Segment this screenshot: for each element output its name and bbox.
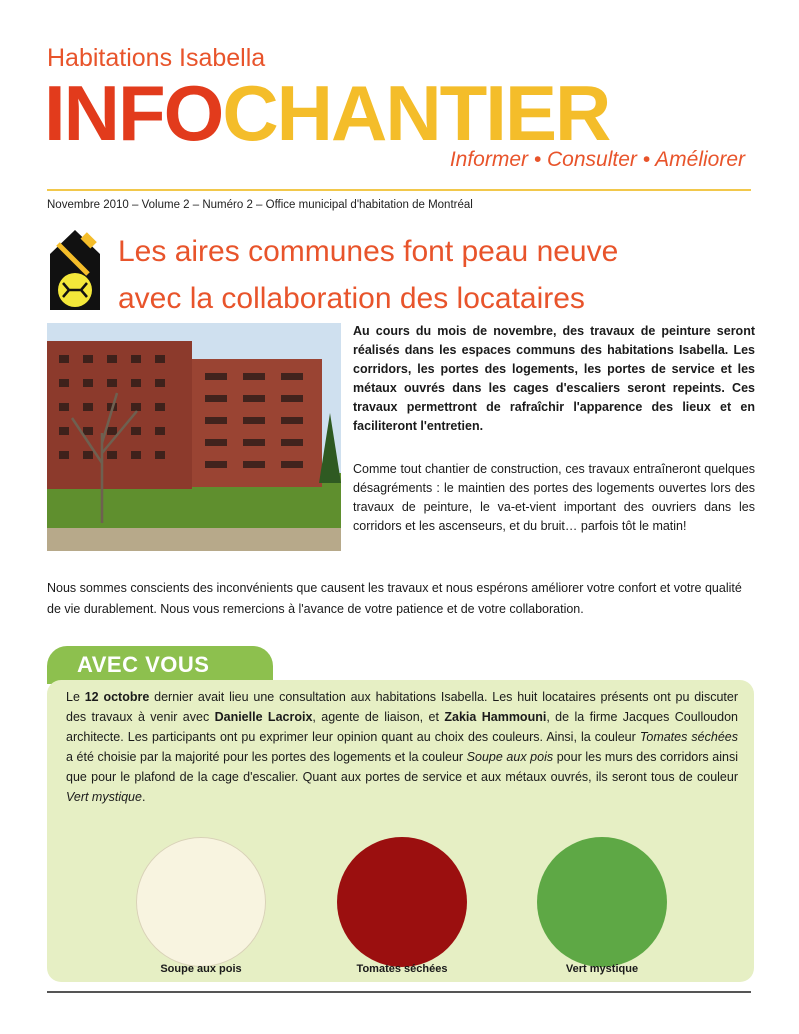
text-run: , agente de liaison, et xyxy=(312,710,445,724)
headline-line-1: Les aires communes font peau neuve xyxy=(118,235,619,268)
swatch-soupe-aux-pois xyxy=(136,837,266,967)
color-name: Soupe aux pois xyxy=(466,750,554,764)
masthead-info: INFO xyxy=(44,69,223,157)
text-run: a été choisie par la majorité pour les portes des logements et la couleur xyxy=(66,750,467,764)
article-closing: Nous sommes conscients des inconvénients que causent les travaux et nous espérons améliorer votre confort et votre qualité de vie durablement. Nous vous remercions à l'avance de votre patience et de votre collaboration. xyxy=(47,581,742,616)
text-run: , de la firme Jacques Coulloudon architecte. Les participants ont pu exprimer leur opinion quant au choix des couleurs. Ainsi, la couleur xyxy=(66,710,738,744)
swatch-tomates-sechees xyxy=(337,837,467,967)
article-lead: Au cours du mois de novembre, des travaux de peinture seront réalisés dans les espaces communs des habitations Isabella. Les corridors, les portes des logements, les portes de service et les métaux ouvrés dans les cages d'escaliers seront repeints. Ces travaux permettront de rafraîchir l'apparence des lieux et en faciliteront l'entretien. xyxy=(353,324,755,433)
avec-vous-paragraph xyxy=(66,687,738,807)
issue-line: Novembre 2010 – Volume 2 – Numéro 2 – Office municipal d'habitation de Montréal xyxy=(47,199,473,211)
avec-vous-tab-label: AVEC VOUS xyxy=(77,652,210,677)
article-body: Comme tout chantier de construction, ces travaux entraîneront quelques désagréments : le maintien des portes des logements ouvertes lors des travaux de peinture, le va-et-vient important des ouvriers dans les corridors et les ascenseurs, et du bruit… parfois tôt le matin! xyxy=(353,462,755,533)
swatch-label-soupe-aux-pois: Soupe aux pois xyxy=(160,963,242,975)
text-run: pour les murs des corridors ainsi que pour le plafond de la cage d'escalier. Quant aux portes de service et aux métaux ouvrés, ils seront tous de couleur xyxy=(66,750,738,784)
masthead xyxy=(44,69,610,157)
swatch-label-tomates-sechees: Tomates séchées xyxy=(356,963,448,975)
tagline: Informer • Consulter • Améliorer xyxy=(449,148,745,171)
person-name: Zakia Hammouni xyxy=(444,710,547,724)
footer-rule xyxy=(47,991,751,993)
masthead-chantier: CHANTIER xyxy=(222,69,610,157)
headline-line-2: avec la collaboration des locataires xyxy=(118,282,585,315)
text-run: Le xyxy=(66,690,85,704)
color-name: Tomates séchées xyxy=(639,730,738,744)
house-hammer-logo-icon xyxy=(48,228,102,312)
consultation-date: 12 octobre xyxy=(84,690,150,704)
article-headline xyxy=(118,228,618,322)
building-photo xyxy=(47,323,341,551)
text-run: . xyxy=(141,790,146,804)
color-name: Vert mystique xyxy=(66,790,142,804)
header-rule xyxy=(47,189,751,191)
swatch-label-vert-mystique: Vert mystique xyxy=(565,963,639,975)
newsletter-subtitle: Habitations Isabella xyxy=(47,44,266,72)
swatch-vert-mystique xyxy=(537,837,667,967)
person-name: Danielle Lacroix xyxy=(214,710,313,724)
text-run: dernier avait lieu une consultation aux habitations Isabella. Les huit locataires présents ont pu discuter des travaux à venir avec xyxy=(66,690,738,724)
avec-vous-tab xyxy=(47,646,273,684)
